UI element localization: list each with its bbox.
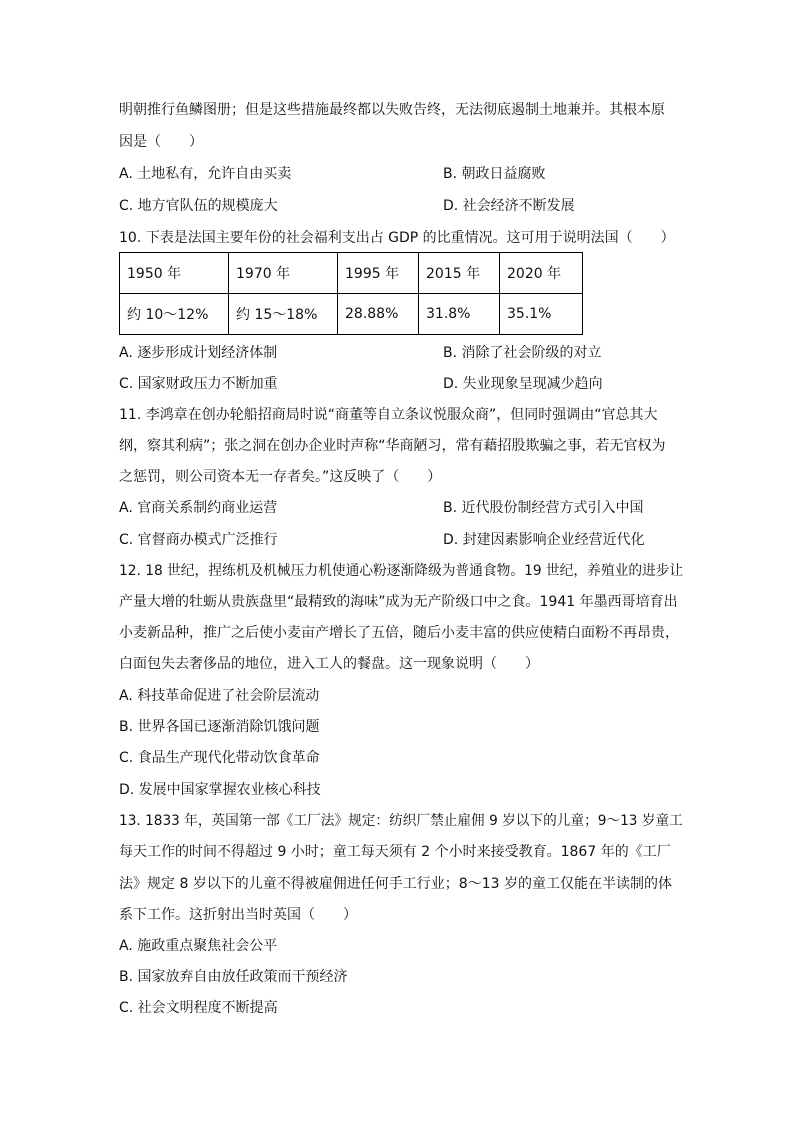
- q9-option-a: A. 土地私有，允许自由买卖: [119, 166, 292, 182]
- table-row-years: [120, 253, 583, 294]
- q12-option-b: B. 世界各国已逐渐消除饥饿问题: [119, 719, 320, 735]
- q12-option-c: C. 食品生产现代化带动饮食革命: [119, 750, 320, 766]
- q10-option-c: C. 国家财政压力不断加重: [119, 376, 278, 392]
- table-cell: 1950 年: [120, 253, 229, 294]
- q9-option-c: C. 地方官队伍的规模庞大: [119, 198, 278, 214]
- q9-option-b: B. 朝政日益腐败: [443, 166, 546, 182]
- q13-stem-line-1: 13. 1833 年，英国第一部《工厂法》规定：纺织厂禁止雇佣 9 岁以下的儿童；9～13 岁童工: [119, 813, 683, 829]
- table-cell: 2020 年: [500, 253, 583, 294]
- table-row-values: [120, 294, 583, 335]
- q12-stem-line-1: 12. 18 世纪，捏练机及机械压力机使通心粉逐渐降级为普通食物。19 世纪，养殖业的进步让: [119, 563, 684, 579]
- table-cell: 1995 年: [338, 253, 419, 294]
- q11-option-b: B. 近代股份制经营方式引入中国: [443, 500, 644, 516]
- table-cell: 约 10～12%: [120, 294, 229, 335]
- q13-option-c: C. 社会文明程度不断提高: [119, 1000, 278, 1016]
- table-cell: 约 15～18%: [229, 294, 338, 335]
- q9-stem-line-2: 因是（ ）: [119, 134, 203, 150]
- q10-option-b: B. 消除了社会阶级的对立: [443, 345, 602, 361]
- q9-stem-line-1: 明朝推行鱼鳞图册；但是这些措施最终都以失败告终，无法彻底遏制土地兼并。其根本原: [119, 102, 665, 118]
- q12-stem-line-2: 产量大增的牡蛎从贵族盘里“最精致的海味”成为无产阶级口中之食。1941 年墨西哥培育出: [119, 594, 678, 610]
- q13-stem-line-4: 系下工作。这折射出当时英国（ ）: [119, 907, 357, 923]
- q11-stem-line-2: 纲，察其利病”；张之洞在创办企业时声称“华商陋习，常有藉招股欺骗之事，若无官权为: [119, 438, 666, 454]
- q11-option-c: C. 官督商办模式广泛推行: [119, 532, 278, 548]
- q11-stem-line-1: 11. 李鸿章在创办轮船招商局时说“商董等自立条议悦服众商”，但同时强调由“官总其大: [119, 407, 658, 423]
- q9-option-d: D. 社会经济不断发展: [443, 198, 575, 214]
- q10-option-d: D. 失业现象呈现减少趋向: [443, 376, 603, 392]
- q13-option-a: A. 施政重点聚焦社会公平: [119, 938, 278, 954]
- welfare-table: [119, 252, 583, 335]
- q10-stem: 10. 下表是法国主要年份的社会福利支出占 GDP 的比重情况。这可用于说明法国（ ）: [119, 230, 675, 246]
- q13-stem-line-3: 法》规定 8 岁以下的儿童不得被雇佣进任何手工行业；8～13 岁的童工仅能在半读制的体: [119, 876, 672, 892]
- q11-option-a: A. 官商关系制约商业运营: [119, 500, 278, 516]
- q13-option-b: B. 国家放弃自由放任政策而干预经济: [119, 969, 348, 985]
- q11-stem-line-3: 之惩罚，则公司资本无一存者矣。”这反映了（ ）: [119, 469, 442, 485]
- table-cell: 1970 年: [229, 253, 338, 294]
- table-cell: 31.8%: [419, 294, 500, 335]
- q11-option-d: D. 封建因素影响企业经营近代化: [443, 532, 645, 548]
- table-cell: 28.88%: [338, 294, 419, 335]
- table-cell: 35.1%: [500, 294, 583, 335]
- q12-stem-line-4: 白面包失去奢侈品的地位，进入工人的餐盘。这一现象说明（ ）: [119, 656, 539, 672]
- q12-stem-line-3: 小麦新品种，推广之后使小麦亩产增长了五倍，随后小麦丰富的供应使精白面粉不再昂贵，: [119, 625, 679, 641]
- q12-option-a: A. 科技革命促进了社会阶层流动: [119, 688, 320, 704]
- q12-option-d: D. 发展中国家掌握农业核心科技: [119, 782, 321, 798]
- q13-stem-line-2: 每天工作的时间不得超过 9 小时；童工每天须有 2 个小时来接受教育。1867 年的《工厂: [119, 844, 671, 860]
- table-cell: 2015 年: [419, 253, 500, 294]
- q10-option-a: A. 逐步形成计划经济体制: [119, 345, 278, 361]
